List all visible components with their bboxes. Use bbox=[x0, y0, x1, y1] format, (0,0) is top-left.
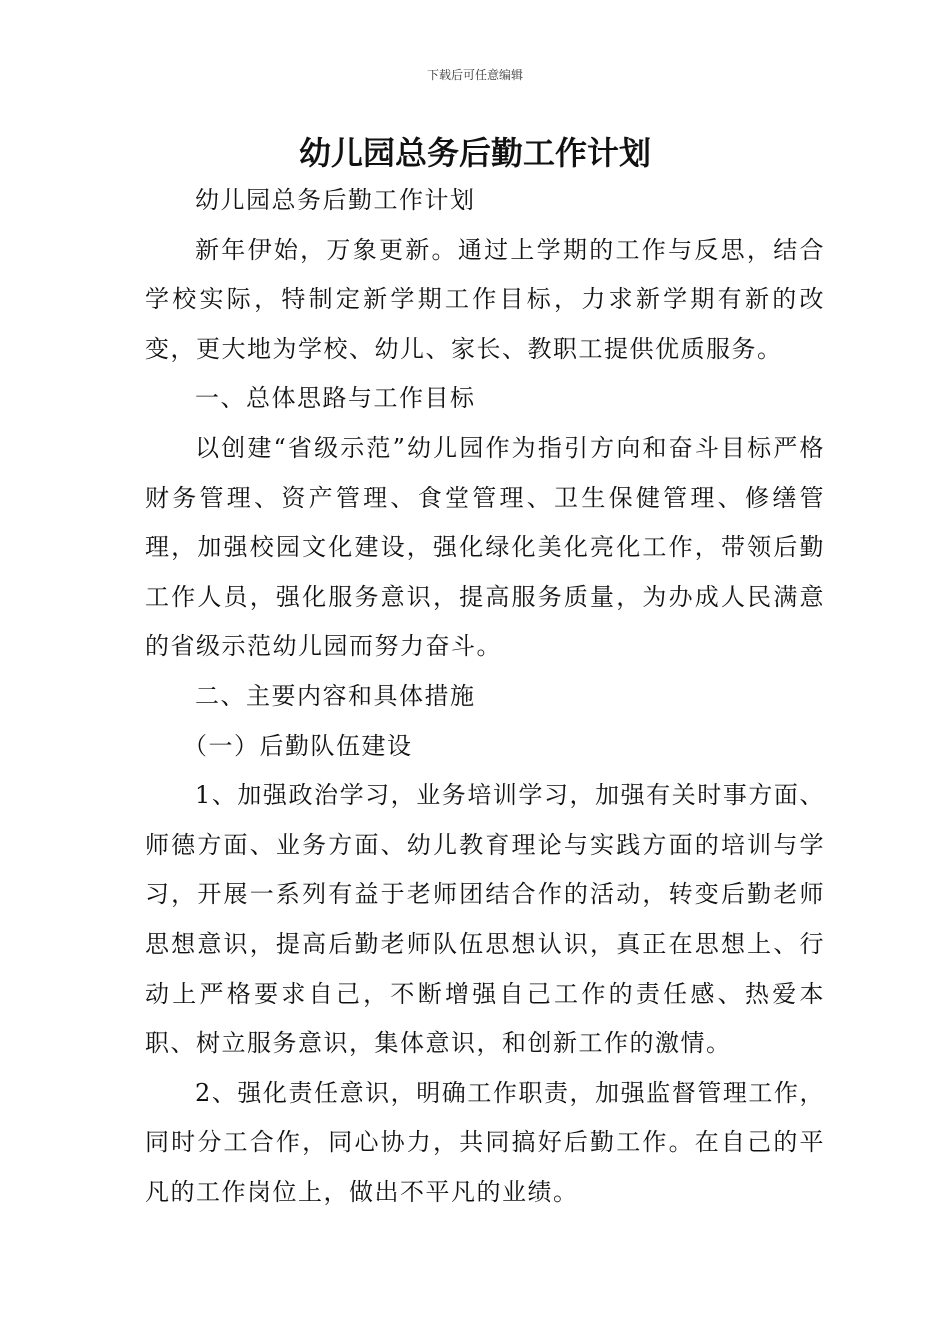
document-body bbox=[145, 176, 825, 1217]
subtitle-line: 幼儿园总务后勤工作计划 bbox=[195, 186, 476, 214]
measure-paragraph-2: 2、强化责任意识，明确工作职责，加强监督管理工作，同时分工合作，同心协力，共同搞好后勤工作。在自己的平凡的工作岗位上，做出不平凡的业绩。 bbox=[145, 1078, 825, 1206]
measure-paragraph-1: 1、加强政治学习，业务培训学习，加强有关时事方面、师德方面、业务方面、幼儿教育理论与实践方面的培训与学习，开展一系列有益于老师团结合作的活动，转变后勤老师思想意识，提高后勤老师队伍思想认识，真正在思想上、行动上严格要求自己，不断增强自己工作的责任感、热爱本职、树立服务意识，集体意识，和创新工作的激情。 bbox=[145, 781, 825, 1058]
section-heading-1: 一、总体思路与工作目标 bbox=[195, 384, 476, 413]
header-note: 下载后可任意编辑 bbox=[426, 68, 523, 82]
goals-paragraph: 以创建“省级示范”幼儿园作为指引方向和奋斗目标严格财务管理、资产管理、食堂管理、卫生保健管理、修缮管理，加强校园文化建设，强化绿化美化亮化工作，带领后勤工作人员，强化服务意识，提高服务质量，为办成人民满意的省级示范幼儿园而努力奋斗。 bbox=[145, 433, 825, 661]
section-heading-2: 二、主要内容和具体措施 bbox=[195, 681, 476, 710]
subsection-heading-1: （一）后勤队伍建设 bbox=[183, 731, 413, 760]
document-title: 幼儿园总务后勤工作计划 bbox=[298, 134, 651, 172]
intro-paragraph: 新年伊始，万象更新。通过上学期的工作与反思，结合学校实际，特制定新学期工作目标，力求新学期有新的改变，更大地为学校、幼儿、家长、教职工提供优质服务。 bbox=[145, 235, 825, 363]
